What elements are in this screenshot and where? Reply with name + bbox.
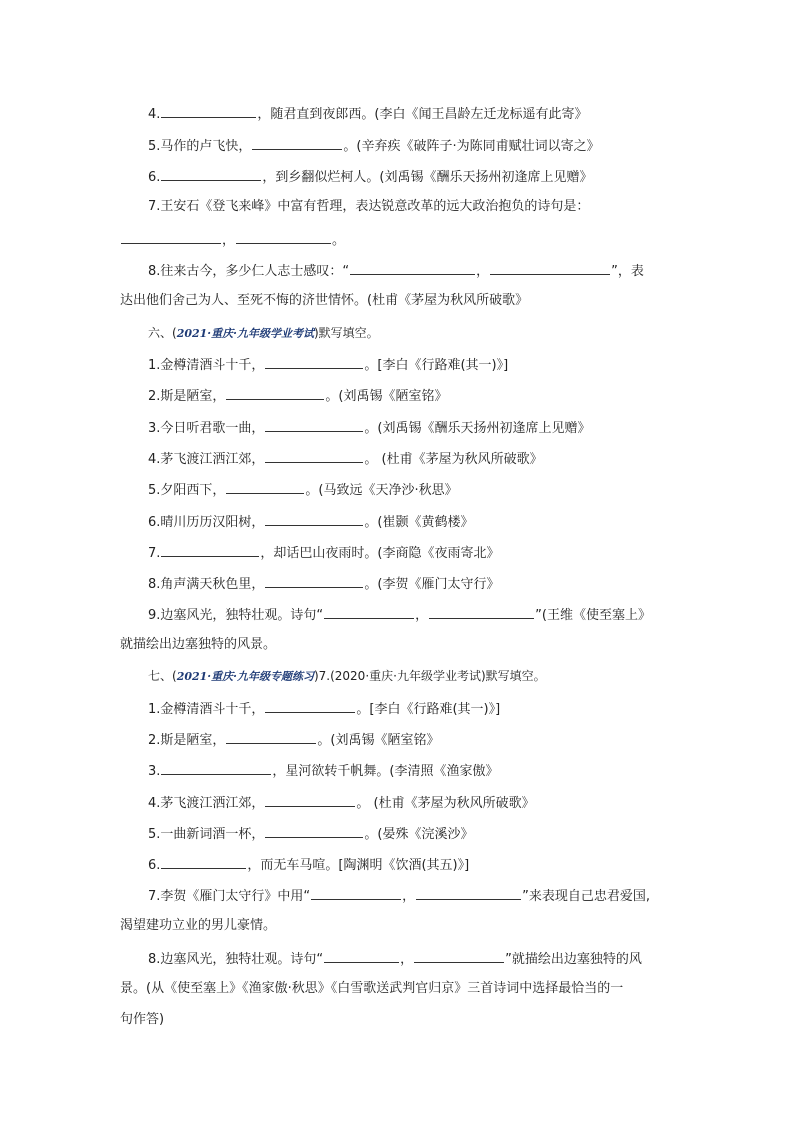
question-s7-3: 3. ，星河欲转千帆舞。(李清照《渔家傲》: [148, 764, 499, 779]
answer-blank[interactable]: [265, 700, 355, 713]
answer-blank[interactable]: [161, 762, 271, 775]
question-s7-8-cont: 景。(从《使至塞上》《渔家傲·秋思》《白雪歌送武判官归京》三首诗词中选择最恰当的一: [120, 981, 624, 996]
answer-blank[interactable]: [265, 450, 363, 463]
answer-blank[interactable]: [226, 387, 324, 400]
answer-blank[interactable]: [414, 950, 504, 963]
answer-blank[interactable]: [226, 481, 304, 494]
answer-blank[interactable]: [161, 856, 246, 869]
section-7-heading: 七、(2021·重庆·九年级专题练习)7.(2020·重庆·九年级学业考试)默写填空。: [148, 669, 546, 683]
question-s6-1: 1.金樽清酒斗十千， 。[李白《行路难(其一)》]: [148, 358, 509, 373]
question-s6-6: 6.晴川历历汉阳树， 。(崔颢《黄鹤楼》: [148, 515, 474, 530]
question-s6-5: 5.夕阳西下， 。(马致远《天净沙·秋思》: [148, 483, 458, 498]
answer-blank[interactable]: [265, 419, 363, 432]
question-s7-4: 4.茅飞渡江洒江郊， 。 (杜甫《茅屋为秋风所破歌》: [148, 796, 535, 811]
question-s7-2: 2.斯是陋室， 。(刘禹锡《陋室铭》: [148, 733, 440, 748]
question-s5-4: 4. ，随君直到夜郎西。(李白《闻王昌龄左迁龙标遥有此寄》: [148, 107, 588, 122]
answer-blank[interactable]: [324, 950, 399, 963]
answer-blank[interactable]: [265, 575, 363, 588]
question-s7-1: 1.金樽清酒斗十千， 。[李白《行路难(其一)》]: [148, 702, 501, 717]
question-s7-7: 7.李贺《雁门太守行》中用“ ， ”来表现自己忠君爱国,: [148, 889, 651, 904]
question-s6-7: 7. ，却话巴山夜雨时。(李商隐《夜雨寄北》: [148, 546, 500, 561]
question-s7-7-cont: 渴望建功立业的男儿豪情。: [120, 918, 277, 933]
question-s5-5: 5.马作的卢飞快， 。(辛弃疾《破阵子·为陈同甫赋壮词以寄之》: [148, 139, 600, 154]
question-s7-8: 8.边塞风光，独特壮观。诗句“ ， ”就描绘出边塞独特的风: [148, 952, 642, 967]
answer-blank[interactable]: [324, 606, 414, 619]
answer-blank[interactable]: [265, 794, 355, 807]
answer-blank[interactable]: [416, 887, 521, 900]
answer-blank[interactable]: [265, 356, 363, 369]
answer-blank[interactable]: [265, 513, 363, 526]
answer-blank[interactable]: [265, 825, 363, 838]
question-s6-4: 4.茅飞渡江洒江郊， 。 (杜甫《茅屋为秋风所破歌》: [148, 452, 543, 467]
answer-blank[interactable]: [226, 731, 316, 744]
question-s5-7-answer-line: ， 。: [120, 231, 660, 249]
question-s6-9-cont: 就描绘出边塞独特的风景。: [120, 637, 277, 652]
question-s5-7: 7.王安石《登飞来峰》中富有哲理，表达锐意改革的远大政治抱负的诗句是：: [148, 199, 590, 214]
question-s6-3: 3.今日听君歌一曲， 。(刘禹锡《酬乐天扬州初逢席上见赠》: [148, 421, 591, 436]
answer-blank[interactable]: [161, 544, 259, 557]
question-s5-8: 8.往来古今，多少仁人志士感叹：“ ， ”，表: [148, 264, 644, 279]
answer-blank[interactable]: [429, 606, 534, 619]
answer-blank[interactable]: [350, 262, 475, 275]
question-s7-6: 6. ，而无车马喧。[陶渊明《饮酒(其五)》]: [148, 858, 470, 873]
question-s7-8-cont2: 句作答): [120, 1012, 165, 1027]
question-s5-8-cont: 达出他们舍己为人、至死不悔的济世情怀。(杜甫《茅屋为秋风所破歌》: [120, 293, 529, 308]
answer-blank[interactable]: [121, 231, 221, 244]
answer-blank[interactable]: [490, 262, 610, 275]
question-s5-6: 6. ，到乡翻似烂柯人。(刘禹锡《酬乐天扬州初逢席上见赠》: [148, 170, 593, 185]
question-s6-8: 8.角声满天秋色里， 。(李贺《雁门太守行》: [148, 577, 500, 592]
answer-blank[interactable]: [161, 168, 261, 181]
answer-blank[interactable]: [311, 887, 401, 900]
question-s6-2: 2.斯是陋室， 。(刘禹锡《陋室铭》: [148, 389, 448, 404]
answer-blank[interactable]: [236, 231, 331, 244]
question-s6-9: 9.边塞风光，独特壮观。诗句“ ， ”(王维《使至塞上》: [148, 608, 651, 623]
answer-blank[interactable]: [252, 137, 342, 150]
section-6-heading: 六、(2021·重庆·九年级学业考试)默写填空。: [148, 326, 379, 340]
answer-blank[interactable]: [161, 105, 256, 118]
question-s7-5: 5.一曲新词酒一杯， 。(晏殊《浣溪沙》: [148, 827, 474, 842]
